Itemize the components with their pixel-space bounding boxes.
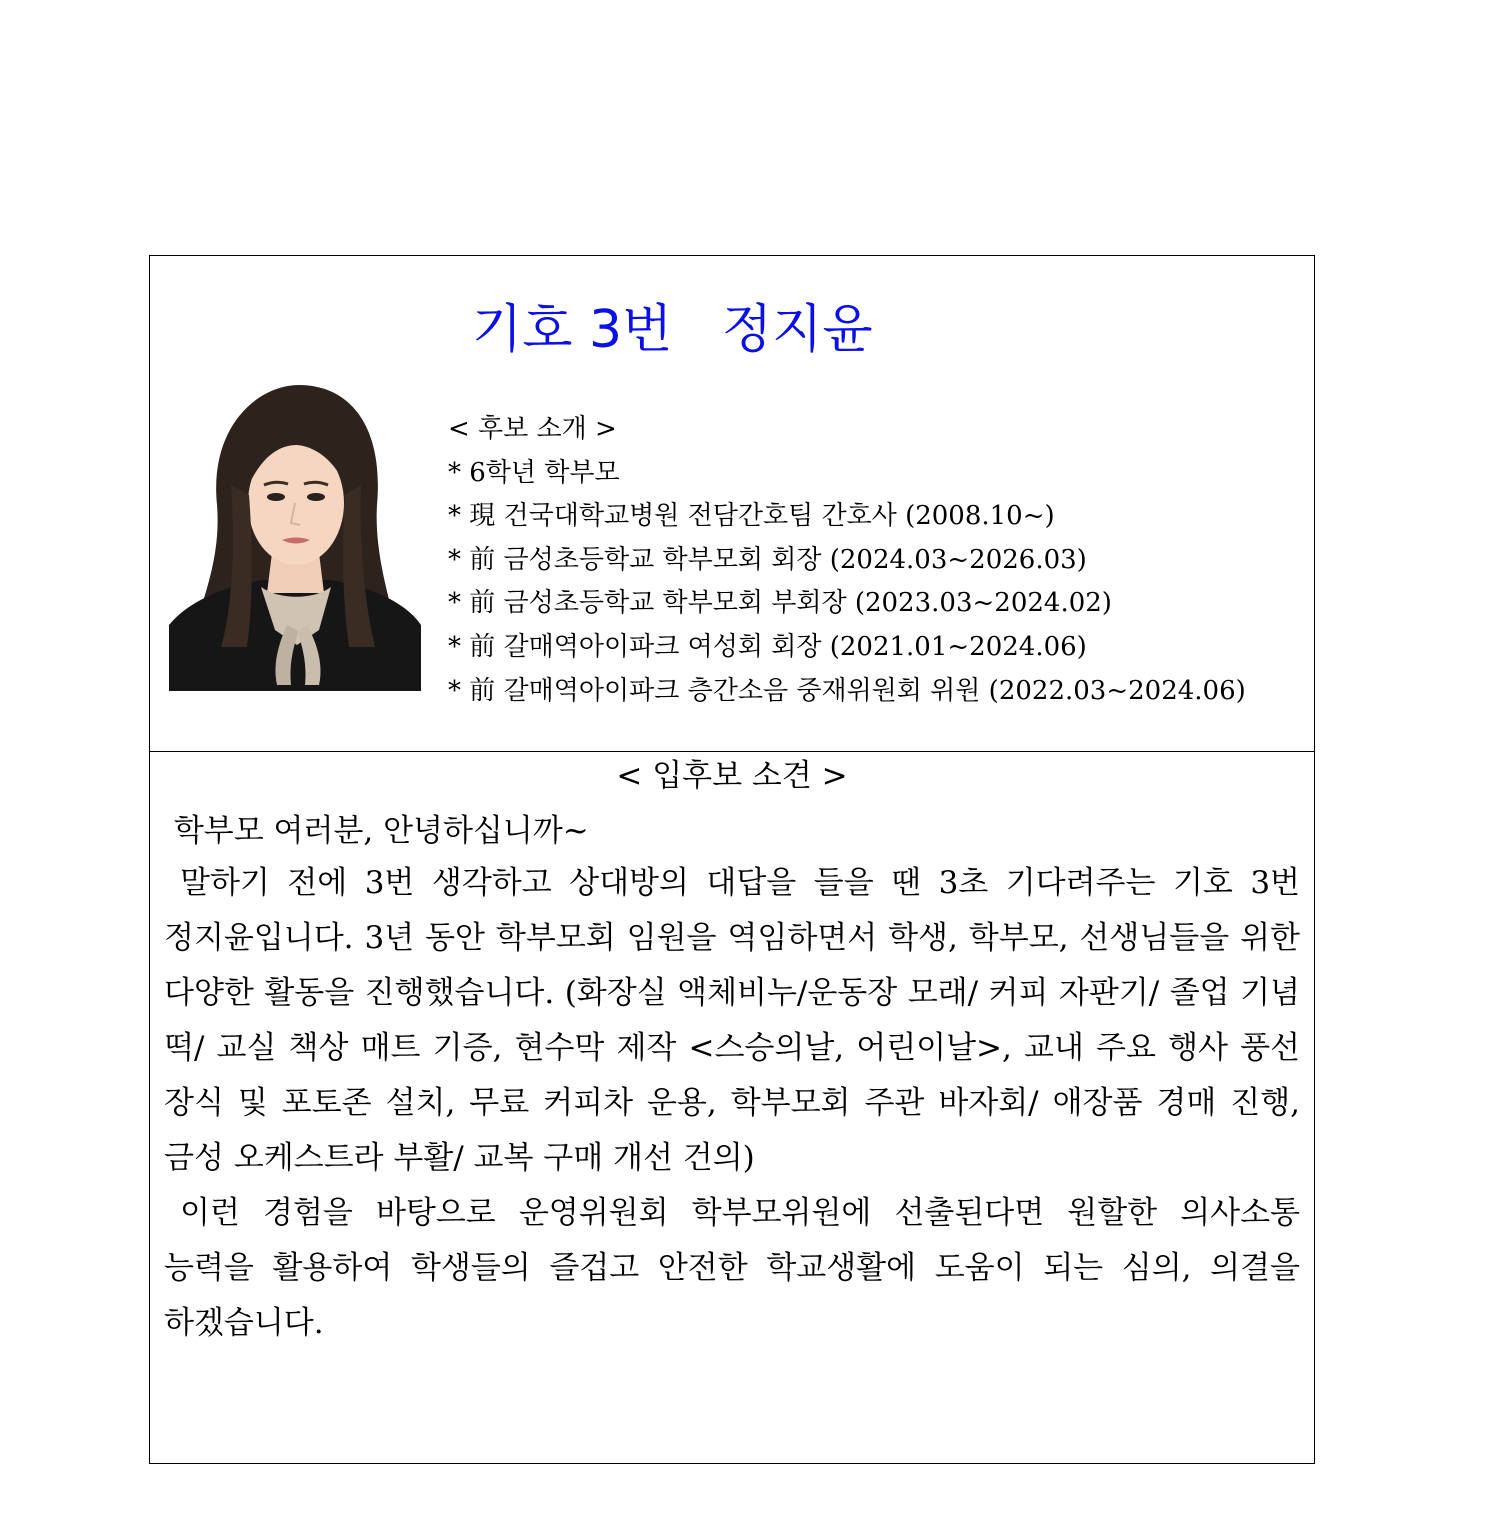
- intro-item: * 6학년 학부모: [448, 457, 620, 488]
- statement-paragraph: 말하기 전에 3번 생각하고 상대방의 대답을 들을 땐 3초 기다려주는 기호 3번 정지윤입니다. 3년 동안 학부모회 임원을 역임하면서 학생, 학부모, 선생님들을 위한 다양한 활동을 진행했습니다. (화장실 액체비누/운동장 모래/ 커피 자판기/ 졸업 기념 떡/ 교실 책상 매트 기증, 현수막 제작 <스승의날, 어린이날>, 교내 주요 행사 풍선 장식 및 포토존 설치, 무료 커피차 운용, 학부모회 주관 바자회/ 애장품 경매 진행, 금성 오케스트라 부활/ 교복 구매 개선 건의): [164, 865, 1300, 1176]
- intro-item: * 現 건국대학교병원 전담간호팀 간호사 (2008.10~): [448, 501, 1055, 532]
- intro-heading: < 후보 소개 >: [448, 414, 617, 444]
- intro-item: * 前 금성초등학교 학부모회 회장 (2024.03~2026.03): [448, 544, 1087, 575]
- statement-greeting: 학부모 여러분, 안녕하십니까~: [164, 813, 589, 849]
- portrait-illustration: [169, 385, 421, 691]
- statement-paragraph: 이런 경험을 바탕으로 운영위원회 학부모위원에 선출된다면 원할한 의사소통 능력을 활용하여 학생들의 즐겁고 안전한 학교생활에 도움이 되는 심의, 의결을 하겠습니다.: [164, 1195, 1300, 1341]
- statement-heading: < 입후보 소견 >: [616, 758, 848, 794]
- intro-item: * 前 갈매역아이파크 층간소음 중재위원회 위원 (2022.03~2024.06): [448, 675, 1246, 706]
- intro-item: * 前 금성초등학교 학부모회 부회장 (2023.03~2024.02): [448, 588, 1112, 619]
- candidate-photo: [169, 385, 421, 691]
- intro-item: * 前 갈매역아이파크 여성회 회장 (2021.01~2024.06): [448, 631, 1087, 662]
- candidate-title: 기호 3번 정지윤: [472, 300, 873, 360]
- section-divider: [150, 751, 1314, 752]
- statement-body: [164, 856, 1300, 1351]
- candidate-card: [149, 255, 1315, 1464]
- candidate-intro: [448, 408, 1308, 713]
